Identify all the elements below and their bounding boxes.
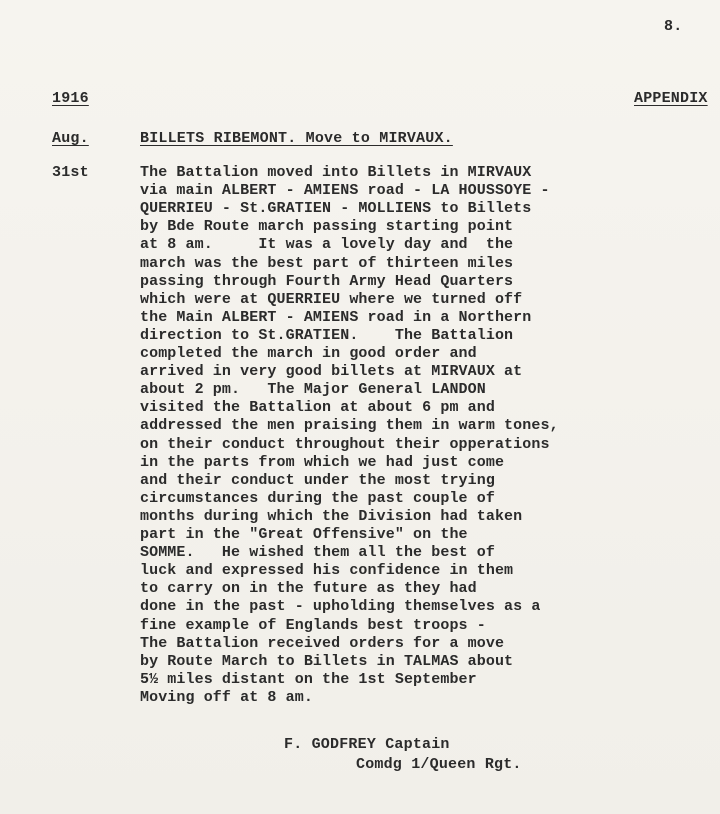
body-line: arrived in very good billets at MIRVAUX at <box>140 363 523 381</box>
body-line: at 8 am. It was a lovely day and the <box>140 236 514 254</box>
body-line: The Battalion received orders for a move <box>140 634 505 652</box>
entry-heading: BILLETS RIBEMONT. Move to MIRVAUX. <box>140 130 453 147</box>
body-line: about 2 pm. The Major General LANDON <box>140 381 486 399</box>
body-line: 5½ miles distant on the 1st September <box>140 670 477 688</box>
body-line: visited the Battalion at about 6 pm and <box>140 399 495 417</box>
month-label: Aug. <box>52 130 89 147</box>
body-line: circumstances during the past couple of <box>140 489 495 507</box>
body-line: to carry on in the future as they had <box>140 580 477 598</box>
body-line: which were at QUERRIEU where we turned off <box>140 290 523 308</box>
body-line: Moving off at 8 am. <box>140 688 313 706</box>
body-line: part in the "Great Offensive" on the <box>140 526 468 543</box>
body-line: in the parts from which we had just come <box>140 453 505 471</box>
entry-date: 31st <box>52 164 89 181</box>
body-line: months during which the Division had taken <box>140 507 523 525</box>
year-header: 1916 <box>52 90 89 107</box>
body-line: fine example of Englands best troops - <box>140 616 486 634</box>
body-line: on their conduct throughout their opperations <box>140 435 550 453</box>
body-line: passing through Fourth Army Head Quarters <box>140 272 514 290</box>
body-line: the Main ALBERT - AMIENS road in a Northern <box>140 308 532 326</box>
page-number: 8. <box>664 18 683 35</box>
body-line: QUERRIEU - St.GRATIEN - MOLLIENS to Billets <box>140 200 532 218</box>
signature-unit: Comdg 1/Queen Rgt. <box>356 756 522 773</box>
signature-name: F. GODFREY Captain <box>284 736 450 753</box>
body-line: by Bde Route march passing starting point <box>140 218 514 236</box>
body-line: The Battalion moved into Billets in MIRVAUX <box>140 164 532 181</box>
body-line: march was the best part of thirteen miles <box>140 254 514 272</box>
body-line: addressed the men praising them in warm tones, <box>140 417 559 435</box>
body-line: done in the past - upholding themselves as a <box>140 598 541 616</box>
body-line: luck and expressed his confidence in them <box>140 562 514 580</box>
body-line: by Route March to Billets in TALMAS about <box>140 652 514 670</box>
body-line: SOMME. He wished them all the best of <box>140 544 495 562</box>
body-line: completed the march in good order and <box>140 345 477 362</box>
body-line: via main ALBERT - AMIENS road - LA HOUSSOYE - <box>140 182 550 200</box>
body-line: and their conduct under the most trying <box>140 471 495 489</box>
body-line: direction to St.GRATIEN. The Battalion <box>140 326 514 344</box>
appendix-header: APPENDIX <box>634 90 708 107</box>
